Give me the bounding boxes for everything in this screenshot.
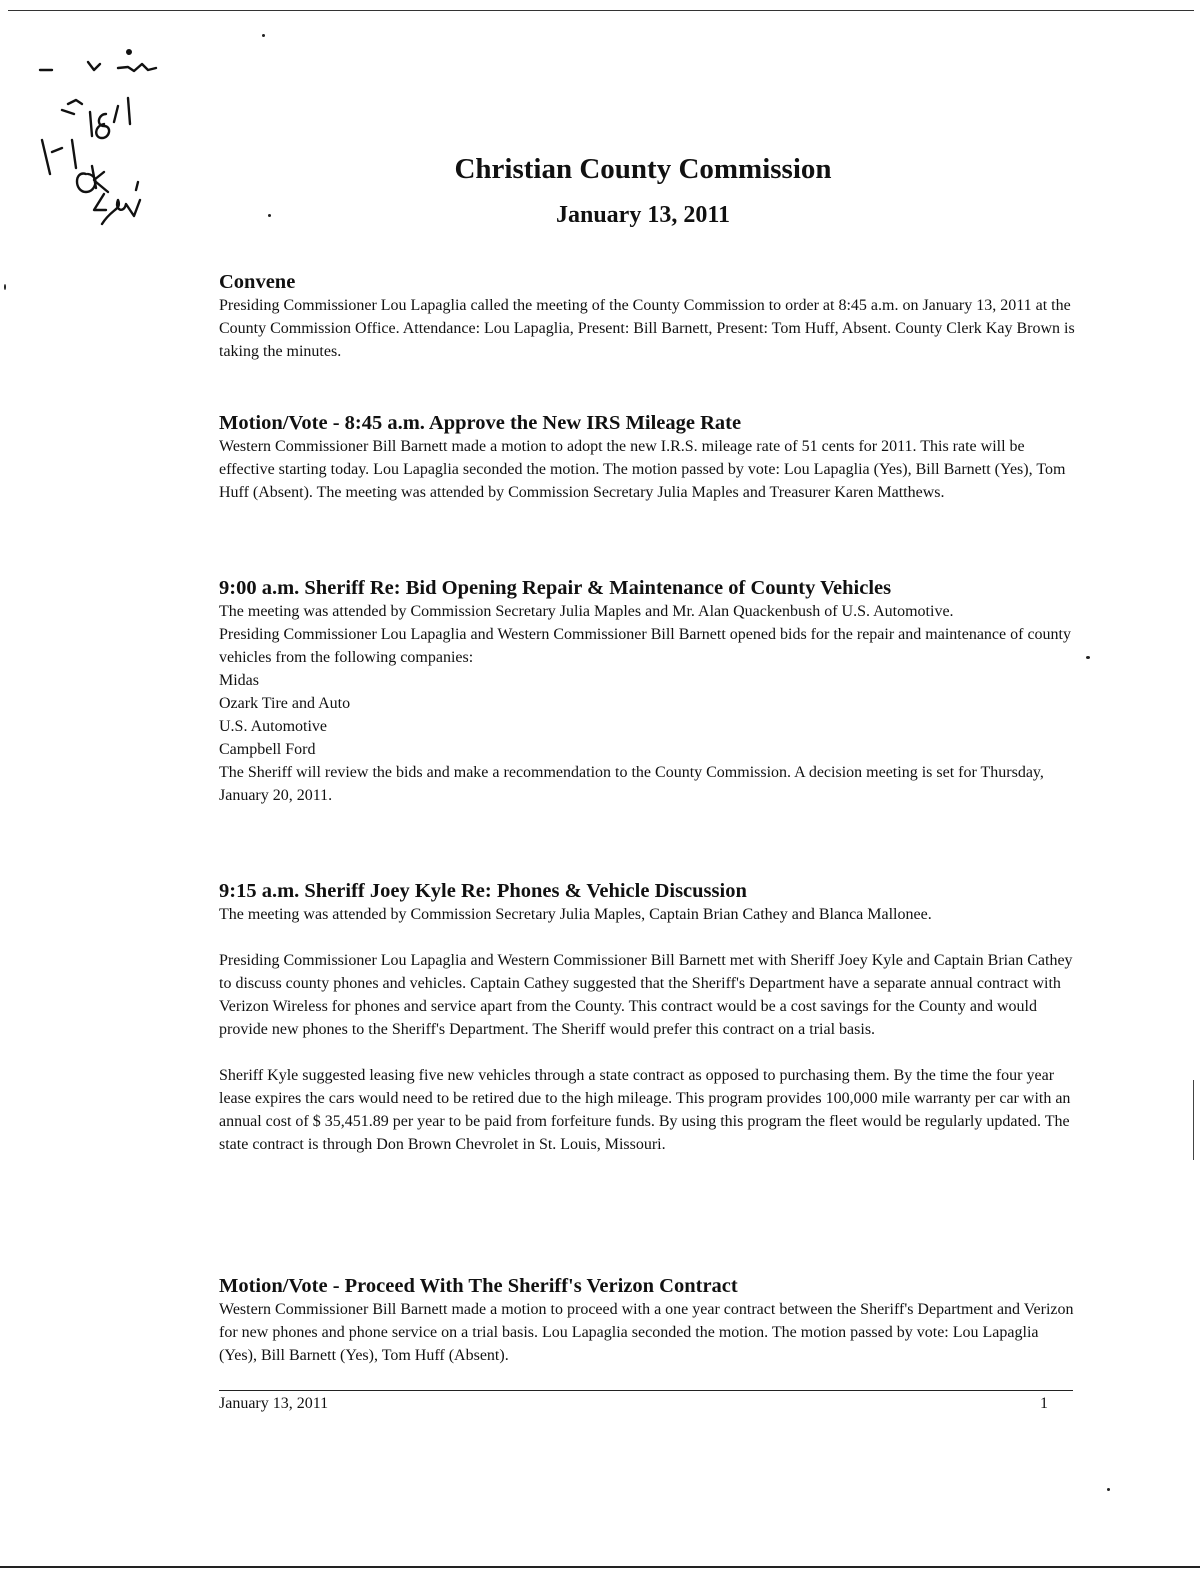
section-heading: 9:15 a.m. Sheriff Joey Kyle Re: Phones & Vehicle Discussion [219,880,747,902]
footer-divider [219,1390,1073,1391]
section-heading: Motion/Vote - Proceed With The Sheriff's Verizon Contract [219,1275,738,1297]
scan-edge-top [8,10,1194,11]
section-paragraph: Western Commissioner Bill Barnett made a motion to proceed with a one year contract between the Sheriff's Department and Verizon for new phones and phone service on a trial basis. Lou Lapaglia seconded the motion. The motion passed by vote: Lou Lapaglia (Yes), Bill Barnett (Yes), Tom Huff (Absent). [219,1301,1074,1364]
section-paragraph: The meeting was attended by Commission Secretary Julia Maples and Mr. Alan Quackenbush of U.S. Automotive. [219,603,954,620]
section-paragraph: Presiding Commissioner Lou Lapaglia and Western Commissioner Bill Barnett met with Sheriff Joey Kyle and Captain Brian Cathey to discuss county phones and vehicles. Captain Cathey suggested that the Sheriff's Department have a separate annual contract with Verizon Wireless for phones and service apart from the County. This contract would be a cost savings for the County and would provide new phones to the Sheriff's Department. The Sheriff would prefer this contract on a trial basis. [219,952,1073,1038]
scan-speck [262,34,265,37]
section-convene [219,270,1079,363]
section-paragraph: Presiding Commissioner Lou Lapaglia and Western Commissioner Bill Barnett opened bids for the repair and maintenance of county vehicles from the following companies: [219,626,1071,666]
scan-speck [1086,656,1090,659]
section-phones-vehicles [219,879,1079,1156]
document-title: Christian County Commission [454,153,832,185]
scan-speck [1107,1488,1110,1491]
company-list-item: Midas [219,672,259,689]
section-bid-opening [219,576,1079,807]
scan-edge-bottom [0,1566,1200,1568]
section-paragraph: The Sheriff will review the bids and make a recommendation to the County Commission. A decision meeting is set for Thursday, January 20, 2011. [219,764,1044,804]
scan-speck [4,284,6,290]
company-list-item: U.S. Automotive [219,718,328,735]
section-heading: 9:00 a.m. Sheriff Re: Bid Opening Repair & Maintenance of County Vehicles [219,577,892,599]
section-paragraph: Presiding Commissioner Lou Lapaglia called the meeting of the County Commission to order at 8:45 a.m. on January 13, 2011 at the County Commission Office. Attendance: Lou Lapaglia, Present: Bill Barnett, Present: Tom Huff, Absent. County Clerk Kay Brown is taking the minutes. [219,297,1075,360]
scan-edge-right [1193,1080,1194,1160]
company-list-item: Campbell Ford [219,741,316,758]
company-list-item: Ozark Tire and Auto [219,695,351,712]
section-verizon-motion [219,1274,1079,1367]
section-mileage-motion [219,411,1079,504]
section-paragraph: The meeting was attended by Commission Secretary Julia Maples, Captain Brian Cathey and Blanca Mallonee. [219,906,932,923]
page-number: 1 [1040,1395,1048,1412]
footer-date: January 13, 2011 [219,1395,329,1412]
section-paragraph: Sheriff Kyle suggested leasing five new vehicles through a state contract as opposed to purchasing them. By the time the four year lease expires the cars would need to be retired due to the high mileage. This program provides 100,000 mile warranty per car with an annual cost of $ 35,451.89 per year to be paid from forfeiture funds. By using this program the fleet would be regularly updated. The state contract is through Don Brown Chevrolet in St. Louis, Missouri. [219,1067,1071,1153]
section-heading: Motion/Vote - 8:45 a.m. Approve the New IRS Mileage Rate [219,412,742,434]
document-date: January 13, 2011 [555,202,731,228]
section-paragraph: Western Commissioner Bill Barnett made a motion to adopt the new I.R.S. mileage rate of 51 cents for 2011. This rate will be effective starting today. Lou Lapaglia seconded the motion. The motion passed by vote: Lou Lapaglia (Yes), Bill Barnett (Yes), Tom Huff (Absent). The meeting was attended by Commission Secretary Julia Maples and Treasurer Karen Matthews. [219,438,1066,501]
section-heading: Convene [219,271,296,293]
